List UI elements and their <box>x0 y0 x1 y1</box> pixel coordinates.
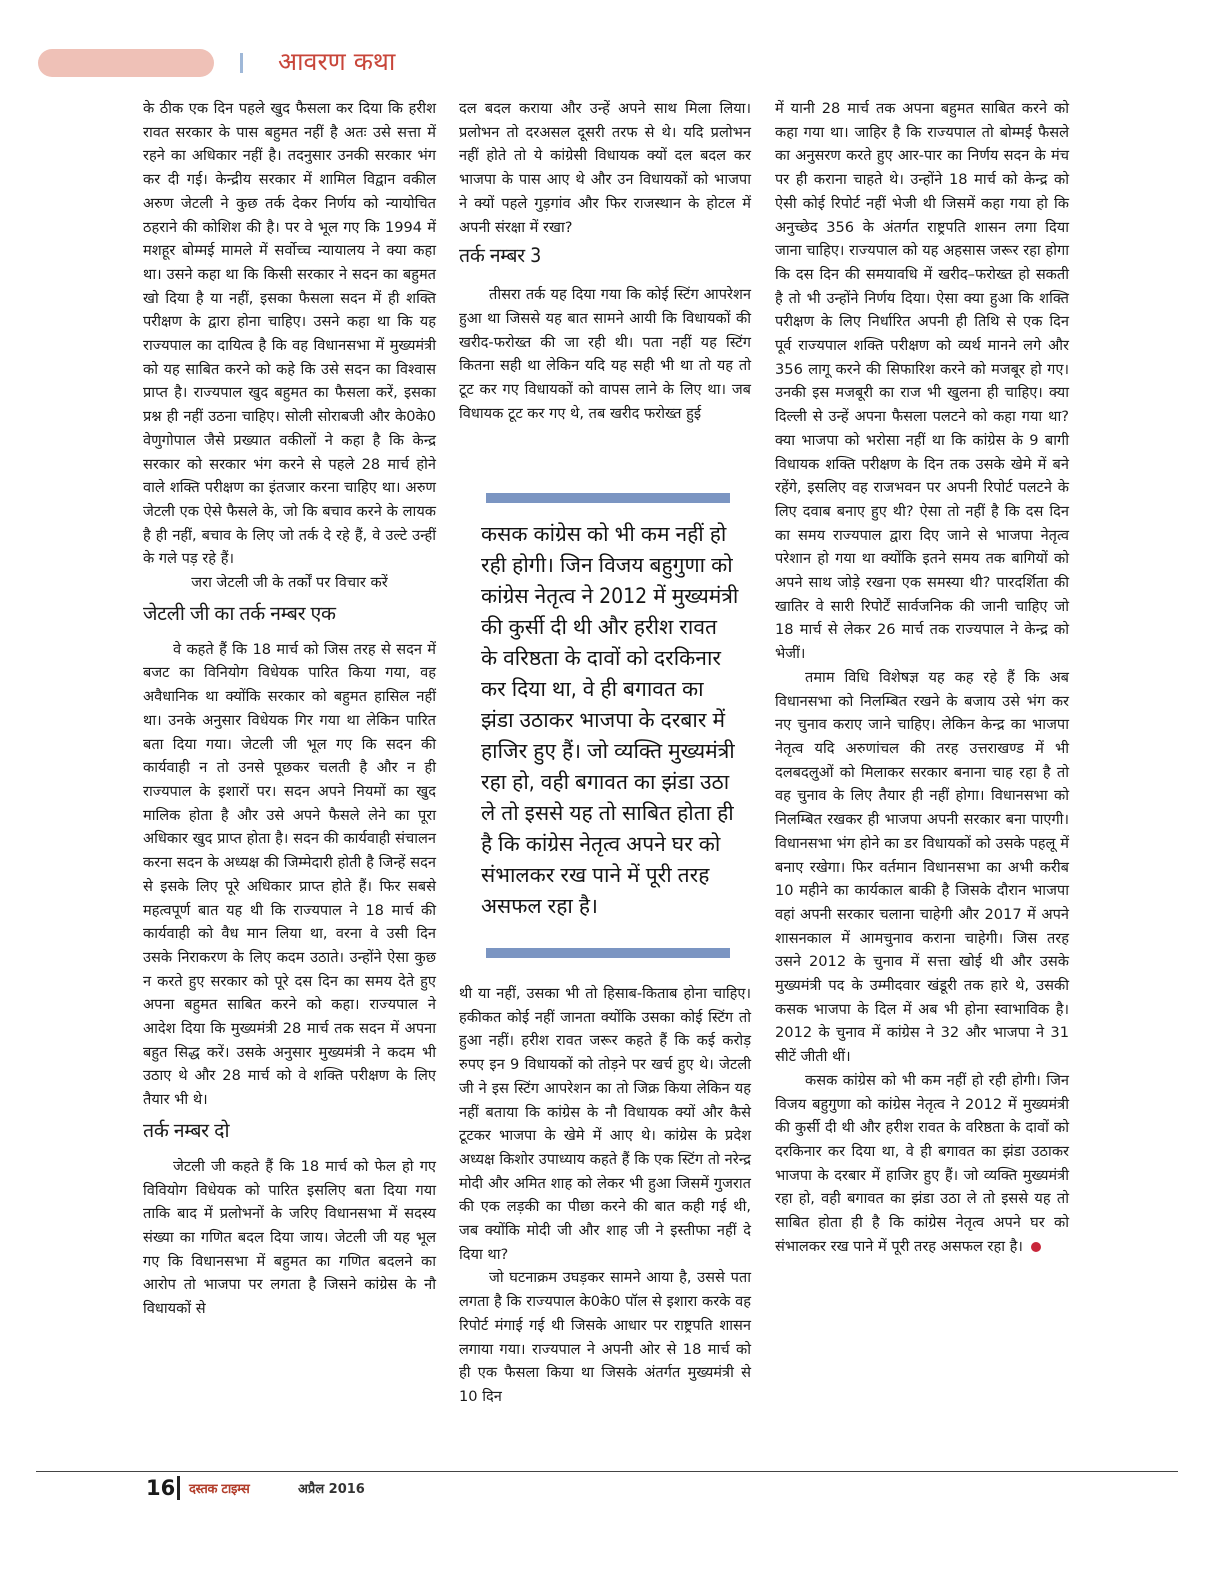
header-divider <box>240 53 243 73</box>
body-paragraph: जरा जेटली जी के तर्कों पर विचार करें <box>191 574 388 592</box>
body-paragraph: तमाम विधि विशेषज्ञ यह कह रहे हैं कि अब विधानसभा को निलम्बित रखने के बजाय उसे भंग कर नए चुनाव कराए जाने चाहिए। लेकिन केन्द्र का भाजपा नेतृत्व यदि अरुणांचल की तरह उत्तराखण्ड में भी दलबदलुओं को मिलाकर सरकार बनाना चाह रहा है तो वह चुनाव के लिए तैयार ही नहीं होगा। विधानसभा को निलम्बित रखकर ही भाजपा अपनी सरकार बना पाएगी। विधानसभा भंग होने का डर विधायकों को उसके पहलू में बनाए रखेगा। फिर वर्तमान विधानसभा का अभी करीब 10 महीने का कार्यकाल बाकी है जिसके दौरान भाजपा वहां अपनी सरकार चलाना चाहेगी और 2017 में अपने शासनकाल में आमचुनाव कराना चाहेगी। जिस तरह उसने 2012 के चुनाव में सत्ता खोई थी और उसके मुख्यमंत्री पद के उम्मीदवार खंडूरी तक हारे थे, उसकी कसक भाजपा के दिल में अब भी होना स्वाभाविक है। 2012 के चुनाव में कांग्रेस ने 32 और भाजपा ने 31 सीटें जीती थीं। <box>775 668 1069 1066</box>
column-1 <box>143 97 436 1321</box>
pullquote: कसक कांग्रेस को भी कम नहीं हो रही होगी। जिन विजय बहुगुणा को कांग्रेस नेतृत्व ने 2012 में मुख्यमंत्री की कुर्सी दी थी और हरीश रावत के वरिष्ठता के दावों को दरकिनार कर दिया था, वे ही बगावत का झंडा उठाकर भाजपा के दरबार में हाजिर हुए हैं। जो व्यक्ति मुख्यमंत्री रहा हो, वही बगावत का झंडा उठा ले तो इससे यह तो साबित होता ही है कि कांग्रेस नेतृत्व अपने घर को संभालकर रख पाने में पूरी तरह असफल रहा है। <box>481 522 739 918</box>
column-2-top <box>459 97 751 425</box>
body-paragraph: थी या नहीं, उसका भी तो हिसाब-किताब होना चाहिए। हकीकत कोई नहीं जानता क्योंकि उसका कोई स्टिंग तो हुआ नहीं। हरीश रावत जरूर कहते हैं कि कई करोड़ रुपए इन 9 विधायकों को तोड़ने पर खर्च हुए थे। जेटली जी ने इस स्टिंग आपरेशन का तो जिक्र किया लेकिन यह नहीं बताया कि कांग्रेस के नौ विधायक क्यों और कैसे टूटकर भाजपा के खेमे में आए थे। कांग्रेस के प्रदेश अध्यक्ष किशोर उपाध्याय कहते हैं कि एक स्टिंग तो नरेन्द्र मोदी और अमित शाह को लेकर भी हुआ जिसमें गुजरात की एक लड़की का पीछा करने की बात कही गई थी, जब क्योंकि मोदी जी और शाह जी ने इस्तीफा नहीं दे दिया था? <box>459 985 751 1263</box>
body-paragraph: जेटली जी कहते हैं कि 18 मार्च को फेल हो गए विवियोग विधेयक को पारित इसलिए बता दिया गया ताकि बाद में प्रलोभनों के जरिए विधानसभा में सदस्य संख्या का गणित बदल दिया जाय। जेटली जी यह भूल गए कि विधानसभा में बहुमत का गणित बदलने का आरोप तो भाजपा पर लगता है जिसने कांग्रेस के नौ विधायकों से <box>143 1157 436 1318</box>
column-3 <box>775 97 1069 1258</box>
body-paragraph: में यानी 28 मार्च तक अपना बहुमत साबित करने को कहा गया था। जाहिर है कि राज्यपाल तो बोम्मई फैसले का अनुसरण करते हुए आर-पार का निर्णय सदन के मंच पर ही कराना चाहते थे। उन्होंने 18 मार्च को केन्द्र को ऐसी कोई रिपोर्ट नहीं भेजी थी जिसमें कहा गया हो कि अनुच्छेद 356 के अंतर्गत राष्ट्रपति शासन लगा दिया जाना चाहिए। राज्यपाल को यह अहसास जरूर रहा होगा कि दस दिन की समयावधि में खरीद–फरोख्त हो सकती है तो भी उन्होंने निर्णय दिया। ऐसा क्या हुआ कि शक्ति परीक्षण के लिए निर्धारित अपनी ही तिथि से एक दिन पूर्व राज्यपाल शक्ति परीक्षण को व्यर्थ मानने लगे और 356 लागू करने की सिफारिश करने को मजबूर हो गए। उनकी इस मजबूरी का राज भी खुलना ही चाहिए। क्या दिल्ली से उन्हें अपना फैसला पलटने को कहा गया था? क्या भाजपा को भरोसा नहीं था कि कांग्रेस के 9 बागी विधायक शक्ति परीक्षण के दिन तक उसके खेमे में बने रहेंगे, इसलिए वह राजभवन पर अपनी रिपोर्ट पलटने के लिए दवाब बनाए हुए थी? ऐसा तो नहीं है कि दस दिन का समय राज्यपाल द्वारा दिए जाने से भाजपा नेतृत्व परेशान हो गया था क्योंकि इतने समय तक बागियों को अपने साथ जोड़े रखना एक समस्या थी? पारदर्शिता की खातिर वे सारी रिपोर्टें सार्वजनिक की जानी चाहिए जो 18 मार्च से लेकर 26 मार्च तक राज्यपाल ने केन्द्र को भेजीं। <box>775 100 1069 663</box>
section-title: आवरण कथा <box>278 47 396 76</box>
final-paragraph-text: कसक कांग्रेस को भी कम नहीं हो रही होगी। जिन विजय बहुगुणा को कांग्रेस नेतृत्व ने 2012 में मुख्यमंत्री की कुर्सी दी थी और हरीश रावत के वरिष्ठता के दावों को दरकिनार कर दिया था, वे ही बगावत का झंडा उठाकर भाजपा के दरबार में हाजिर हुए हैं। जो व्यक्ति मुख्यमंत्री रहा हो, वही बगावत का झंडा उठा ले तो इससे यह तो साबित होता ही है कि कांग्रेस नेतृत्व अपने घर को संभालकर रख पाने में पूरी तरह असफल रहा है। <box>775 1071 1069 1255</box>
column-2-bottom <box>459 982 751 1409</box>
body-paragraph: जो घटनाक्रम उघड़कर सामने आया है, उससे पता लगता है कि राज्यपाल के0के0 पॉल से इशारा करके वह रिपोर्ट मंगाई गई थी जिसके आधार पर राष्ट्रपति शासन लगाया गया। राज्यपाल ने अपनी ओर से 18 मार्च को ही एक फैसला किया था जिसके अंतर्गत मुख्यमंत्री से 10 दिन <box>459 1269 751 1405</box>
issue-date: अप्रैल 2016 <box>298 1482 365 1497</box>
subheading: तर्क नम्बर दो <box>143 1118 230 1142</box>
body-paragraph: तीसरा तर्क यह दिया गया कि कोई स्टिंग आपरेशन हुआ था जिससे यह बात सामने आयी कि विधायकों की खरीद-फरोख्त की जा रही थी। पता नहीं यह स्टिंग कितना सही था लेकिन यदि यह सही भी था तो यह तो टूट कर गए विधायकों को वापस लाने के लिए था। जब विधायक टूट कर गए थे, तब खरीद फरोख्त हुई <box>459 286 751 422</box>
subheading: जेटली जी का तर्क नम्बर एक <box>143 601 336 625</box>
subheading: तर्क नम्बर 3 <box>459 244 541 268</box>
pullquote-top-rule <box>486 493 730 503</box>
body-paragraph: के ठीक एक दिन पहले खुद फैसला कर दिया कि हरीश रावत सरकार के पास बहुमत नहीं है अतः उसे सत्ता में रहने का अधिकार नहीं है। तदनुसार उनकी सरकार भंग कर दी गई। केन्द्रीय सरकार में शामिल विद्वान वकील अरुण जेटली ने कुछ तर्क देकर निर्णय को न्यायोचित ठहराने की कोशिश की है। पर वे भूल गए कि 1994 में मशहूर बोम्मई मामले में सर्वोच्च न्यायालय ने क्या कहा था। उसने कहा था कि किसी सरकार ने सदन का बहुमत खो दिया है या नहीं, इसका फैसला सदन में ही शक्ति परीक्षण के द्वारा होना चाहिए। उसने कहा था कि यह राज्यपाल का दायित्व है कि वह विधानसभा में मुख्यमंत्री को यह साबित करने को कहे कि उसे सदन का विश्वास प्राप्त है। राज्यपाल खुद बहुमत का फैसला करें, इसका प्रश्न ही नहीं उठना चाहिए। सोली सोराबजी और के0के0 वेणुगोपाल जैसे प्रख्यात वकीलों ने कहा है कि केन्द्र सरकार को सरकार भंग करने से पहले 28 मार्च होने वाले शक्ति परीक्षण का इंतजार करना चाहिए था। अरुण जेटली एक ऐसे फैसले के, जो कि बचाव करने के लायक है ही नहीं, बचाव के लिए जो तर्क दे रहे हैं, वे उल्टे उन्हीं के गले पड़ रहे हैं। <box>143 100 436 568</box>
pullquote-bottom-rule <box>486 948 730 958</box>
body-paragraph: दल बदल कराया और उन्हें अपने साथ मिला लिया। प्रलोभन तो दरअसल दूसरी तरफ से थे। यदि प्रलोभन नहीं होते तो ये कांग्रेसी विधायक क्यों दल बदल कर भाजपा के पास आए थे और उन विधायकों को भाजपा ने क्यों पहले गुड़गांव और फिर राजस्थान के होटल में अपनी संरक्षा में रखा? <box>459 100 751 236</box>
end-bullet-icon <box>1031 1242 1041 1252</box>
page-number: 16 <box>146 1476 176 1500</box>
body-paragraph-final <box>775 1069 1069 1259</box>
body-paragraph: वे कहते हैं कि 18 मार्च को जिस तरह से सदन में बजट का विनियोग विधेयक पारित किया गया, वह अवैधानिक था क्योंकि सरकार को बहुमत हासिल नहीं था। उनके अनुसार विधेयक गिर गया था लेकिन पारित बता दिया गया। जेटली जी भूल गए कि सदन की कार्यवाही न तो उनसे पूछकर चलती है और न ही राज्यपाल के इशारों पर। सदन अपने नियमों का खुद मालिक होता है और उसे अपने फैसले लेने का पूरा अधिकार खुद प्राप्त होता है। सदन की कार्यवाही संचालन करना सदन के अध्यक्ष की जिम्मेदारी होती है जिन्हें सदन से इसके लिए पूरे अधिकार प्राप्त होते हैं। फिर सबसे महत्वपूर्ण बात यह थी कि राज्यपाल ने 18 मार्च की कार्यवाही को वैध मान लिया था, वरना वे उसी दिन उसके निराकरण के लिए कदम उठाते। उन्होंने ऐसा कुछ न करते हुए सरकार को पूरे दस दिन का समय देते हुए अपना बहुमत साबित करने को कहा। राज्यपाल ने आदेश दिया कि मुख्यमंत्री 28 मार्च तक सदन में अपना बहुत सिद्ध करें। उसके अनुसार मुख्यमंत्री ने कदम भी उठाए थे और 28 मार्च को वे शक्ति परीक्षण के लिए तैयार भी थे। <box>143 640 436 1109</box>
header-pill <box>38 49 214 77</box>
footer-rule <box>36 1471 1178 1472</box>
footer-divider <box>177 1476 180 1500</box>
magazine-logo: दस्तक टाइम्स <box>189 1482 250 1497</box>
